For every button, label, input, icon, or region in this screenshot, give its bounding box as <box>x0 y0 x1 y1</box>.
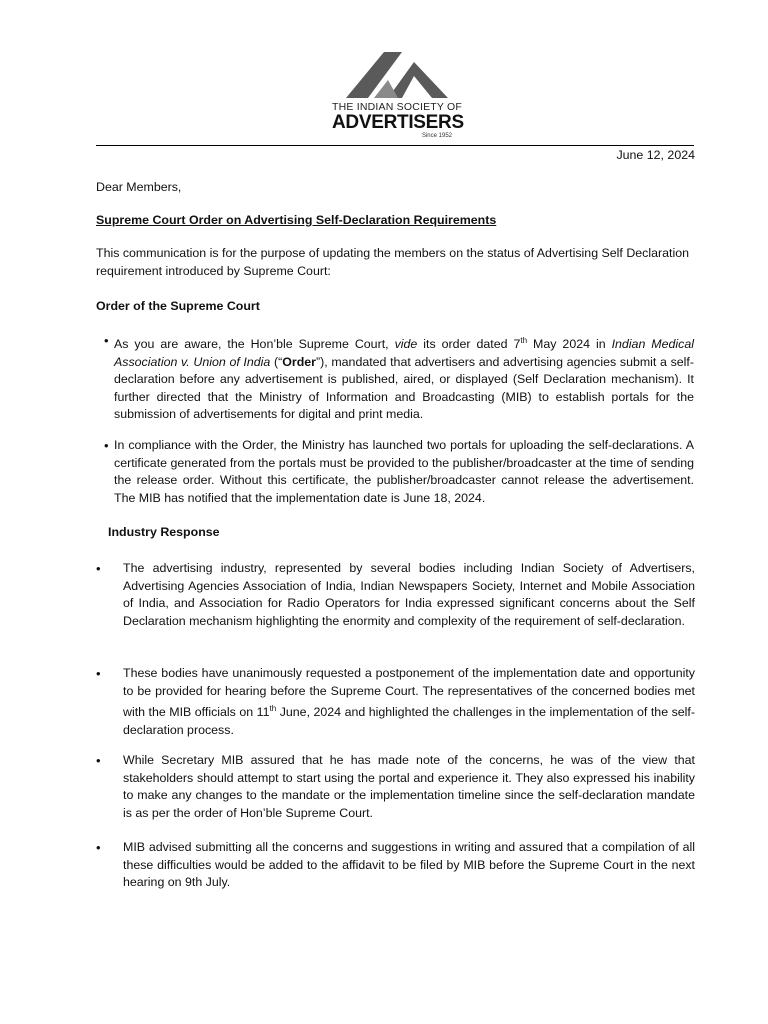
industry-bullet-3: While Secretary MIB assured that he has made note of the concerns, he was of the view that stakeholders should attempt to start using the portal and experience it. They also expressed his inability to make any changes to the mandate or the implementation timeline since the self-declaration mandate is as per the order of Hon’ble Supreme Court. <box>123 753 695 820</box>
order-bullet-2: In compliance with the Order, the Ministry has launched two portals for uploading the self-declarations. A certificate generated from the portals must be provided to the publisher/broadcaster at the time of sending the release order. Without this certificate, the publisher/broadcaster cannot release the advertisement. The MIB has notified that the implementation date is June 18, 2024. <box>114 438 694 505</box>
superscript: th <box>269 704 277 713</box>
text-vide: vide <box>394 337 418 352</box>
order-bullet-1 <box>114 332 694 424</box>
section-heading-order: Order of the Supreme Court <box>96 299 260 313</box>
text-span: These bodies have unanimously requested a postponement of the implementation date and opportunity to be provided for hearing before the Supreme Court. The representatives of the concerned bodies met with the MIB officials on 11 <box>123 666 695 720</box>
industry-bullet-1: The advertising industry, represented by several bodies including Indian Society of Advertisers, Advertising Agencies Association of India, Indian Newspapers Society, Internet and Mobile Association of India, and Association for Radio Operators for India expressed significant concerns about the Self Declaration mechanism highlighting the enormity and complexity of the requirement of self-declaration. <box>123 561 695 628</box>
text-span: (“ <box>270 354 283 369</box>
subject-line: Supreme Court Order on Advertising Self-Declaration Requirements <box>96 213 497 227</box>
logo-text-line1: THE INDIAN SOCIETY OF <box>332 101 463 113</box>
letter-date: June 12, 2024 <box>616 148 695 162</box>
section-heading-industry: Industry Response <box>108 525 220 539</box>
industry-bullet-4: MIB advised submitting all the concerns and suggestions in writing and assured that a compilation of all these difficulties would be added to the affidavit to be filed by MIB before the Supreme Court in the next hearing on 9th July. <box>123 840 695 889</box>
superscript: th <box>520 336 528 345</box>
case-name: Indian Medical Association v. Union of India <box>114 337 695 369</box>
text-span: June, 2024 and highlighted the challenges in the implementation of the self-declaration process. <box>123 705 695 737</box>
bullet-marker: • <box>96 666 101 681</box>
text-span: ”), mandated that advertisers and advertising agencies submit a self-declaration before any advertisement is published, aired, or displayed (Self Declaration mechanism). It further directed that the Ministry of Information and Broadcasting (MIB) to establish portals for the submission of advertisements for digital and print media. <box>114 354 694 422</box>
text-span: May 2024 in <box>527 337 612 352</box>
greeting: Dear Members, <box>96 180 182 194</box>
bullet-marker: • <box>96 840 101 855</box>
bullet-marker: • <box>104 333 109 348</box>
isa-logo-mark <box>344 50 450 100</box>
industry-bullet-2 <box>123 665 695 739</box>
intro-paragraph: This communication is for the purpose of updating the members on the status of Advertising Self Declaration requirement introduced by Supreme Court: <box>96 246 689 278</box>
bullet-marker: • <box>96 753 101 768</box>
bullet-marker: • <box>96 561 101 576</box>
logo-text-since: Since 1952 <box>421 133 452 139</box>
text-span: As you are aware, the Hon’ble Supreme Court, <box>114 337 395 352</box>
text-span: its order dated 7 <box>417 337 521 352</box>
order-term: Order <box>282 354 316 369</box>
isa-logo <box>332 50 462 146</box>
bullet-marker: • <box>104 438 109 453</box>
header-rule <box>96 145 694 146</box>
logo-text-advertisers: ADVERTISERS <box>332 112 464 133</box>
